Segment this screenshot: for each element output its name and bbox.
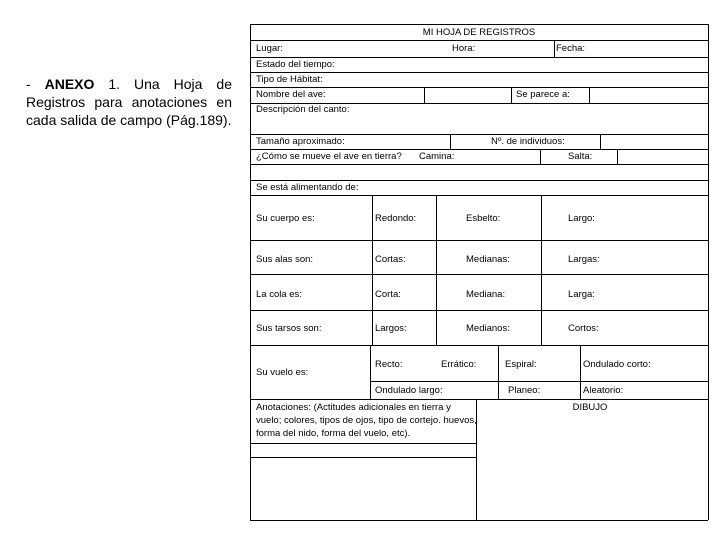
cuerpo-option: Esbelto: <box>466 213 501 224</box>
nombre-ave-label: Nombre del ave: <box>256 89 326 100</box>
rule <box>250 240 708 241</box>
camina-label: Camina: <box>419 151 455 162</box>
sheet-title: MI HOJA DE REGISTROS <box>422 27 536 38</box>
cuerpo-option: Largo: <box>568 213 595 224</box>
rule <box>370 345 371 399</box>
vuelo-option: Recto: <box>375 359 403 370</box>
annex-caption: - ANEXO 1. Una Hoja de Registros para anotaciones en cada salida de campo (Pág.189). <box>26 76 232 128</box>
rule <box>600 134 601 149</box>
rule <box>250 164 708 165</box>
cuerpo-option: Redondo: <box>375 213 417 224</box>
rule <box>580 345 581 399</box>
rule <box>250 87 708 88</box>
rule <box>250 180 708 181</box>
como-se-mueve-label: ¿Cómo se mueve el ave en tierra? <box>256 151 402 162</box>
vuelo-option: Espiral: <box>505 359 537 370</box>
rule <box>250 443 476 444</box>
cola-option: Corta: <box>375 289 401 300</box>
tipo-habitat-label: Tipo de Hábitat: <box>256 74 323 85</box>
alas-option: Medianas: <box>466 254 510 265</box>
vuelo-option: Errático: <box>441 359 477 370</box>
alas-label: Sus alas son: <box>256 254 314 265</box>
rule <box>498 345 499 399</box>
tarsos-option: Cortos: <box>568 323 599 334</box>
descripcion-canto-label: Descripción del canto: <box>256 104 350 115</box>
rule <box>250 134 708 135</box>
alimentando-label: Se está alimentando de: <box>256 182 359 193</box>
hora-label: Hora: <box>452 43 476 54</box>
cola-option: Mediana: <box>466 289 506 300</box>
tarsos-option: Medianos: <box>466 323 510 334</box>
rule <box>250 72 708 73</box>
rule <box>617 149 618 164</box>
alas-option: Cortas: <box>375 254 406 265</box>
vuelo-option: Ondulado corto: <box>583 359 651 370</box>
rule <box>436 195 437 345</box>
rule <box>511 87 512 103</box>
rule <box>250 195 708 196</box>
se-parece-label: Se parece a: <box>516 89 570 100</box>
rule <box>250 457 476 458</box>
rule <box>541 195 542 345</box>
cola-label: La cola es: <box>256 289 302 300</box>
alas-option: Largas: <box>568 254 600 265</box>
tamano-label: Tamaño aproximado: <box>256 136 345 147</box>
lugar-label: Lugar: <box>256 43 283 54</box>
sheet-border-bottom <box>250 520 708 521</box>
rule <box>250 40 708 41</box>
rule <box>250 310 708 311</box>
rule <box>250 345 708 346</box>
sheet-border-right <box>708 24 709 520</box>
rule <box>250 274 708 275</box>
tarsos-label: Sus tarsos son: <box>256 323 322 334</box>
rule <box>589 87 590 103</box>
dibujo-label: DIBUJO <box>572 402 608 413</box>
sheet-border-top <box>250 24 708 25</box>
n-individuos-label: Nº. de individuos: <box>491 136 565 147</box>
rule <box>250 399 708 400</box>
tarsos-option: Largos: <box>375 323 407 334</box>
annex-label: ANEXO <box>44 76 95 92</box>
rule <box>372 195 373 345</box>
anotaciones-label: Anotaciones: (Actitudes adicionales en tierra y vuelo; colores, tipos de ojos, tipo de cortejo. huevos, forma del nido, forma del vuelo, etc). <box>256 402 477 439</box>
rule <box>250 149 708 150</box>
estado-tiempo-label: Estado del tiempo: <box>256 59 335 70</box>
fecha-label: Fecha: <box>556 43 586 54</box>
salta-label: Salta: <box>568 151 593 162</box>
sheet-border-left <box>250 24 251 520</box>
rule <box>554 40 555 57</box>
rule <box>540 149 541 164</box>
cuerpo-label: Su cuerpo es: <box>256 213 315 224</box>
vuelo-label: Su vuelo es: <box>256 367 309 378</box>
vuelo-option: Aleatorio: <box>583 385 624 396</box>
vuelo-option: Ondulado largo: <box>375 385 443 396</box>
rule <box>424 87 425 103</box>
cola-option: Larga: <box>568 289 595 300</box>
rule <box>250 57 708 58</box>
vuelo-option: Planeo: <box>508 385 541 396</box>
rule <box>370 381 708 382</box>
rule <box>450 134 451 149</box>
